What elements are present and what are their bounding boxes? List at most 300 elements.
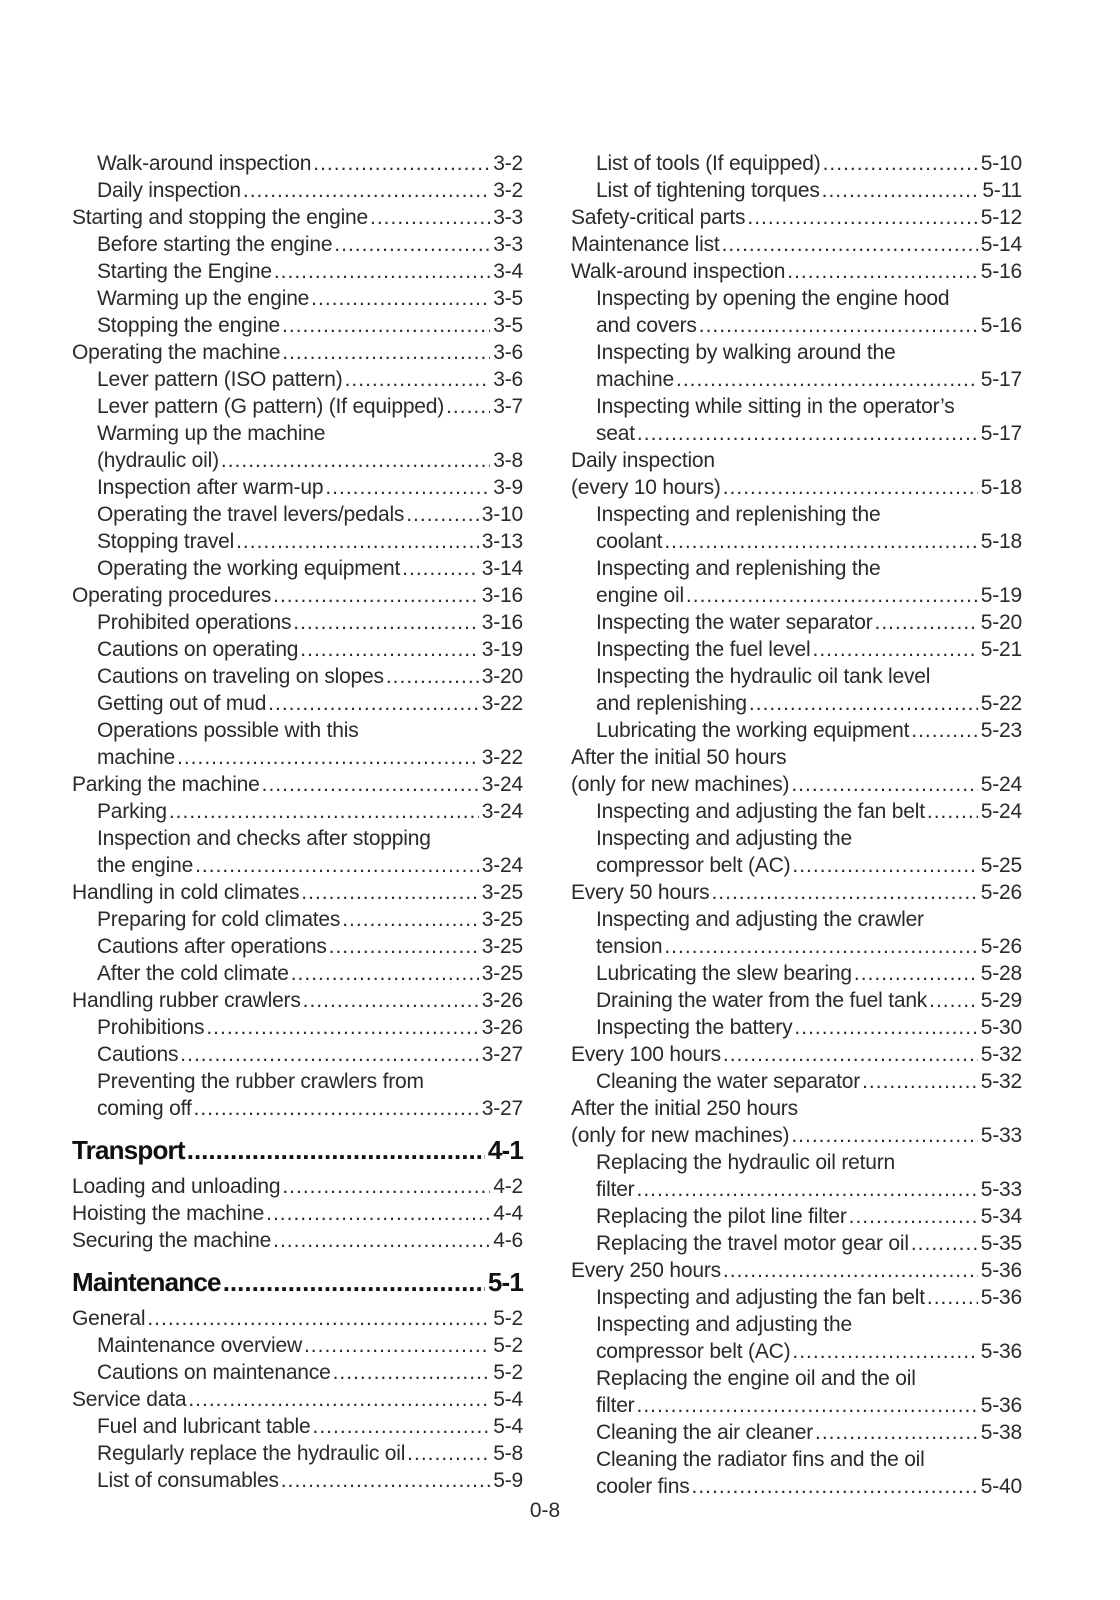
toc-page-number: 4-2 (493, 1175, 523, 1198)
toc-entry-title: Inspecting and adjusting the fan belt (596, 1286, 925, 1309)
toc-dot-leader (386, 663, 479, 690)
toc-entry-title: Walk-around inspection (97, 152, 312, 175)
toc-entry (571, 339, 1022, 366)
toc-entry-title: List of tools (If equipped) (596, 152, 821, 175)
toc-page-number: 3-25 (481, 962, 523, 985)
toc-entry (72, 717, 523, 744)
toc-entry (571, 204, 1022, 231)
toc-entry-title: General (72, 1307, 146, 1330)
toc-page-number: 3-22 (481, 746, 523, 769)
toc-entry-title: Parking the machine (72, 773, 260, 796)
toc-entry-title: After the initial 50 hours (571, 746, 787, 769)
toc-page-number: 3-8 (493, 449, 523, 472)
toc-page-number: 5-32 (980, 1043, 1022, 1066)
toc-entry-title: Replacing the pilot line filter (596, 1205, 847, 1228)
toc-page-number: 3-6 (493, 368, 523, 391)
toc-entry (571, 1392, 1022, 1419)
toc-entry (72, 420, 523, 447)
toc-entry-title: coolant (596, 530, 663, 553)
toc-entry-title: Stopping the engine (97, 314, 281, 337)
toc-entry (571, 1230, 1022, 1257)
toc-entry (571, 420, 1022, 447)
toc-entry (72, 1413, 523, 1440)
toc-dot-leader (723, 1257, 978, 1284)
toc-page-number: 3-24 (481, 800, 523, 823)
toc-page-number: 3-3 (493, 206, 523, 229)
toc-dot-leader (268, 690, 479, 717)
toc-entry (72, 339, 523, 366)
toc-dot-leader (169, 798, 479, 825)
toc-dot-leader (243, 177, 490, 204)
toc-entry-title: Prohibited operations (97, 611, 292, 634)
toc-entry (72, 1068, 523, 1095)
toc-entry-title: Cautions on traveling on slopes (97, 665, 384, 688)
toc-entry-title: Warming up the engine (97, 287, 310, 310)
toc-entry (72, 771, 523, 798)
toc-entry-title: Cleaning the radiator fins and the oil (596, 1448, 925, 1471)
toc-dot-leader (664, 528, 977, 555)
toc-dot-leader (723, 1041, 978, 1068)
toc-entry (72, 258, 523, 285)
toc-dot-leader (345, 366, 491, 393)
toc-dot-leader (334, 231, 490, 258)
toc-dot-leader (407, 1440, 490, 1467)
toc-dot-leader (293, 609, 479, 636)
toc-page-number: 5-2 (493, 1307, 523, 1330)
toc-entry-title: Stopping travel (97, 530, 235, 553)
toc-entry (571, 1095, 1022, 1122)
toc-entry-title: the engine (97, 854, 194, 877)
toc-entry-title: Every 100 hours (571, 1043, 721, 1066)
toc-page-number: 3-5 (493, 287, 523, 310)
toc-entry-title: Inspecting and adjusting the crawler (596, 908, 924, 931)
toc-entry (72, 1440, 523, 1467)
toc-entry-title: Warming up the machine (97, 422, 326, 445)
toc-entry (72, 609, 523, 636)
toc-entry-title: Inspecting the battery (596, 1016, 793, 1039)
toc-page-number: 5-17 (980, 422, 1022, 445)
toc-entry (571, 528, 1022, 555)
toc-dot-leader (274, 258, 490, 285)
toc-entry (571, 1311, 1022, 1338)
toc-page-number: 4-1 (487, 1135, 523, 1165)
toc-entry-title: Preparing for cold climates (97, 908, 341, 931)
toc-dot-leader (723, 474, 978, 501)
toc-dot-leader (911, 717, 978, 744)
toc-dot-leader (822, 177, 980, 204)
toc-entry (571, 366, 1022, 393)
toc-entry-title: seat (596, 422, 635, 445)
toc-entry (571, 177, 1022, 204)
toc-entry-title: Maintenance list (571, 233, 720, 256)
toc-entry (72, 798, 523, 825)
toc-entry (571, 906, 1022, 933)
toc-dot-leader (303, 987, 479, 1014)
toc-page-number: 3-2 (493, 152, 523, 175)
toc-entry-title: Daily inspection (97, 179, 241, 202)
toc-entry-title: List of consumables (97, 1469, 279, 1492)
toc-dot-leader (862, 1068, 978, 1095)
toc-dot-leader (370, 204, 490, 231)
toc-entry-title: Daily inspection (571, 449, 715, 472)
toc-dot-leader (792, 1338, 977, 1365)
toc-page-number: 5-32 (980, 1070, 1022, 1093)
toc-page-number: 5-30 (980, 1016, 1022, 1039)
toc-page-number: 3-26 (481, 989, 523, 1012)
toc-entry-title: Securing the machine (72, 1229, 272, 1252)
toc-page-number: 3-20 (481, 665, 523, 688)
toc-page-number: 5-38 (980, 1421, 1022, 1444)
toc-dot-leader (747, 204, 977, 231)
toc-page-number: 3-22 (481, 692, 523, 715)
toc-dot-leader (676, 366, 978, 393)
toc-entry (571, 1419, 1022, 1446)
toc-entry (72, 447, 523, 474)
toc-page-number: 5-14 (980, 233, 1022, 256)
toc-entry (571, 582, 1022, 609)
toc-dot-leader (927, 798, 978, 825)
toc-entry-title: compressor belt (AC) (596, 1340, 791, 1363)
toc-entry-title: Parking (97, 800, 167, 823)
toc-dot-leader (342, 906, 479, 933)
toc-dot-leader (794, 1014, 977, 1041)
toc-entry (72, 204, 523, 231)
toc-entry (72, 1014, 523, 1041)
toc-dot-leader (177, 744, 479, 771)
toc-entry-title: Inspecting and adjusting the (596, 827, 852, 850)
toc-entry-title: (only for new machines) (571, 773, 790, 796)
toc-entry-title: filter (596, 1178, 635, 1201)
toc-dot-leader (446, 393, 490, 420)
toc-page-number: 3-25 (481, 935, 523, 958)
toc-entry-title: Inspecting by opening the engine hood (596, 287, 950, 310)
toc-page-number: 5-1 (487, 1267, 523, 1297)
toc-entry (72, 1386, 523, 1413)
toc-entry (72, 555, 523, 582)
toc-entry-title: and covers (596, 314, 697, 337)
toc-page-number: 5-10 (980, 152, 1022, 175)
toc-dot-leader (147, 1305, 490, 1332)
toc-page-number: 3-27 (481, 1043, 523, 1066)
toc-entry-title: Operations possible with this (97, 719, 359, 742)
toc-entry (72, 960, 523, 987)
toc-dot-leader (699, 312, 978, 339)
toc-page-number: 5-22 (980, 692, 1022, 715)
toc-dot-leader (221, 447, 490, 474)
toc-entry (571, 393, 1022, 420)
toc-page-number: 3-13 (481, 530, 523, 553)
toc-entry (72, 1200, 523, 1227)
toc-page-number: 4-4 (493, 1202, 523, 1225)
toc-entry-title: Replacing the engine oil and the oil (596, 1367, 916, 1390)
toc-dot-leader (282, 312, 490, 339)
toc-page-number: 5-11 (982, 179, 1022, 202)
toc-page-number: 3-25 (481, 908, 523, 931)
toc-entry (571, 1284, 1022, 1311)
toc-entry (72, 582, 523, 609)
toc-entry-title: Inspecting and replenishing the (596, 503, 881, 526)
toc-entry-title: (hydraulic oil) (97, 449, 219, 472)
toc-entry (72, 744, 523, 771)
toc-page-number: 5-33 (980, 1124, 1022, 1147)
toc-entry (571, 987, 1022, 1014)
toc-page-number: 3-24 (481, 773, 523, 796)
toc-page-number: 3-26 (481, 1016, 523, 1039)
toc-entry-title: Preventing the rubber crawlers from (97, 1070, 424, 1093)
toc-dot-leader (692, 1473, 978, 1500)
toc-dot-leader (929, 987, 978, 1014)
toc-page-number: 5-18 (980, 530, 1022, 553)
toc-entry (571, 1068, 1022, 1095)
toc-page-number: 3-5 (493, 314, 523, 337)
toc-entry (72, 312, 523, 339)
toc-dot-leader (313, 1413, 491, 1440)
toc-entry (72, 1041, 523, 1068)
toc-entry-title: After the initial 250 hours (571, 1097, 798, 1120)
toc-entry-title: (every 10 hours) (571, 476, 721, 499)
toc-entry-title: Draining the water from the fuel tank (596, 989, 928, 1012)
toc-page-number: 5-34 (980, 1205, 1022, 1228)
toc-entry (571, 1365, 1022, 1392)
toc-page-number: 3-25 (481, 881, 523, 904)
toc-entry (571, 744, 1022, 771)
toc-dot-leader (823, 150, 978, 177)
toc-entry-title: Loading and unloading (72, 1175, 281, 1198)
toc-dot-leader (282, 1173, 490, 1200)
toc-page-number: 5-23 (980, 719, 1022, 742)
toc-dot-leader (636, 1392, 977, 1419)
toc-entry (571, 285, 1022, 312)
toc-page-number: 3-16 (481, 611, 523, 634)
toc-entry-title: Inspecting the water separator (596, 611, 873, 634)
toc-entry-title: Maintenance (72, 1267, 221, 1297)
toc-dot-leader (195, 852, 479, 879)
toc-page-number: 3-9 (493, 476, 523, 499)
toc-section-heading (72, 1135, 523, 1165)
toc-dot-leader (187, 1135, 485, 1165)
toc-page-number: 5-26 (980, 935, 1022, 958)
toc-entry (571, 609, 1022, 636)
toc-page-number: 5-24 (980, 773, 1022, 796)
toc-entry (571, 231, 1022, 258)
toc-entry-title: Cautions after operations (97, 935, 327, 958)
toc-entry-title: Cautions on maintenance (97, 1361, 331, 1384)
toc-dot-leader (875, 609, 978, 636)
toc-page-number: 5-36 (980, 1340, 1022, 1363)
toc-entry-title: Inspecting by walking around the (596, 341, 896, 364)
toc-dot-leader (301, 879, 478, 906)
toc-entry (571, 1176, 1022, 1203)
toc-entry (571, 1338, 1022, 1365)
toc-page-number: 3-4 (493, 260, 523, 283)
toc-entry (72, 393, 523, 420)
toc-entry-title: Every 50 hours (571, 881, 710, 904)
toc-entry (571, 690, 1022, 717)
toc-entry-title: Operating the machine (72, 341, 281, 364)
toc-entry (571, 258, 1022, 285)
toc-page-number: 4-6 (493, 1229, 523, 1252)
toc-entry (72, 528, 523, 555)
toc-entry-title: Lever pattern (ISO pattern) (97, 368, 343, 391)
toc-entry-title: Inspecting and replenishing the (596, 557, 881, 580)
toc-dot-leader (791, 1122, 977, 1149)
toc-dot-leader (194, 1095, 479, 1122)
toc-entry (72, 231, 523, 258)
toc-entry (571, 798, 1022, 825)
toc-entry (72, 366, 523, 393)
toc-page-number: 3-2 (493, 179, 523, 202)
toc-page-number: 5-24 (980, 800, 1022, 823)
toc-entry-title: Safety-critical parts (571, 206, 746, 229)
toc-dot-leader (711, 879, 977, 906)
toc-dot-leader (325, 474, 490, 501)
toc-entry (571, 1122, 1022, 1149)
toc-dot-leader (664, 933, 977, 960)
toc-entry-title: and replenishing (596, 692, 747, 715)
toc-entry-title: Inspecting and adjusting the fan belt (596, 800, 925, 823)
toc-page-number: 3-6 (493, 341, 523, 364)
toc-entry (72, 1305, 523, 1332)
toc-dot-leader (329, 933, 479, 960)
toc-page-number: 5-21 (980, 638, 1022, 661)
toc-page-number: 5-2 (493, 1361, 523, 1384)
toc-dot-leader (180, 1041, 478, 1068)
toc-entry (571, 312, 1022, 339)
toc-entry-title: Operating procedures (72, 584, 272, 607)
toc-dot-leader (815, 1419, 978, 1446)
toc-dot-leader (749, 690, 978, 717)
toc-entry (571, 474, 1022, 501)
toc-dot-leader (791, 771, 977, 798)
toc-dot-leader (282, 339, 490, 366)
toc-page-number: 3-3 (493, 233, 523, 256)
toc-entry (571, 1041, 1022, 1068)
toc-dot-leader (787, 258, 978, 285)
toc-entry (72, 1467, 523, 1494)
toc-page-number: 5-28 (980, 962, 1022, 985)
toc-entry-title: Handling rubber crawlers (72, 989, 301, 1012)
toc-entry-title: Cleaning the water separator (596, 1070, 861, 1093)
toc-entry (72, 852, 523, 879)
toc-entry (72, 987, 523, 1014)
toc-entry-title: Service data (72, 1388, 187, 1411)
toc-entry-title: Regularly replace the hydraulic oil (97, 1442, 406, 1465)
toc-entry-title: Starting the Engine (97, 260, 272, 283)
toc-entry-title: filter (596, 1394, 635, 1417)
toc-entry-title: Inspecting the fuel level (596, 638, 811, 661)
toc-page-number: 5-9 (493, 1469, 523, 1492)
toc-entry-title: machine (97, 746, 175, 769)
toc-entry (72, 474, 523, 501)
toc-page-number: 5-36 (980, 1259, 1022, 1282)
toc-dot-leader (281, 1467, 490, 1494)
toc-entry (571, 960, 1022, 987)
toc-dot-leader (311, 285, 490, 312)
toc-dot-leader (300, 636, 478, 663)
toc-entry-title: cooler fins (596, 1475, 690, 1498)
toc-entry-title: machine (596, 368, 674, 391)
toc-page-number: 5-19 (980, 584, 1022, 607)
toc-entry-title: Fuel and lubricant table (97, 1415, 311, 1438)
toc-page-number: 5-26 (980, 881, 1022, 904)
toc-entry-title: Cautions on operating (97, 638, 299, 661)
toc-entry-title: Getting out of mud (97, 692, 267, 715)
toc-column-right (571, 150, 1022, 1500)
toc-entry (571, 825, 1022, 852)
toc-dot-leader (636, 1176, 977, 1203)
toc-dot-leader (406, 501, 479, 528)
toc-section-heading (72, 1267, 523, 1297)
toc-entry-title: coming off (97, 1097, 192, 1120)
toc-dot-leader (262, 771, 479, 798)
toc-page-number: 5-16 (980, 260, 1022, 283)
toc-page-number: 5-12 (980, 206, 1022, 229)
toc-entry (72, 1227, 523, 1254)
toc-page-number: 5-29 (980, 989, 1022, 1012)
toc-dot-leader (792, 852, 977, 879)
toc-entry (571, 717, 1022, 744)
toc-dot-leader (313, 150, 490, 177)
toc-page-number: 5-18 (980, 476, 1022, 499)
toc-entry-title: Transport (72, 1135, 185, 1165)
toc-entry-title: (only for new machines) (571, 1124, 790, 1147)
toc-entry (72, 636, 523, 663)
toc-entry (72, 879, 523, 906)
toc-entry (571, 447, 1022, 474)
toc-entry-title: Inspection and checks after stopping (97, 827, 431, 850)
toc-page-number: 3-27 (481, 1097, 523, 1120)
toc-page-number: 5-40 (980, 1475, 1022, 1498)
toc-column-left (72, 150, 523, 1494)
toc-page-number: 3-7 (493, 395, 523, 418)
toc-dot-leader (273, 1227, 490, 1254)
toc-entry-title: Lubricating the slew bearing (596, 962, 852, 985)
toc-page-number: 3-14 (481, 557, 523, 580)
toc-entry-title: engine oil (596, 584, 684, 607)
toc-entry-title: Starting and stopping the engine (72, 206, 368, 229)
toc-entry (72, 501, 523, 528)
toc-entry (571, 933, 1022, 960)
toc-entry (571, 501, 1022, 528)
toc-entry (571, 1446, 1022, 1473)
toc-entry (72, 1359, 523, 1386)
toc-dot-leader (722, 231, 978, 258)
toc-entry-title: List of tightening torques (596, 179, 820, 202)
toc-dot-leader (223, 1267, 485, 1297)
toc-entry-title: Lever pattern (G pattern) (If equipped) (97, 395, 445, 418)
toc-dot-leader (849, 1203, 978, 1230)
toc-entry-title: Cautions (97, 1043, 179, 1066)
toc-dot-leader (854, 960, 978, 987)
toc-entry-title: Operating the travel levers/pedals (97, 503, 405, 526)
toc-entry (72, 150, 523, 177)
toc-page-number: 3-24 (481, 854, 523, 877)
toc-entry-title: Replacing the hydraulic oil return (596, 1151, 896, 1174)
toc-page-number: 5-36 (980, 1286, 1022, 1309)
toc-entry (571, 1473, 1022, 1500)
toc-entry-title: Walk-around inspection (571, 260, 786, 283)
toc-page-number: 5-4 (493, 1415, 523, 1438)
toc-entry (72, 1173, 523, 1200)
toc-entry-title: Prohibitions (97, 1016, 205, 1039)
toc-entry (571, 1203, 1022, 1230)
toc-page-number: 5-20 (980, 611, 1022, 634)
toc-entry-title: Every 250 hours (571, 1259, 721, 1282)
toc-dot-leader (911, 1230, 978, 1257)
toc-entry (571, 555, 1022, 582)
toc-entry (72, 1332, 523, 1359)
toc-entry (571, 771, 1022, 798)
